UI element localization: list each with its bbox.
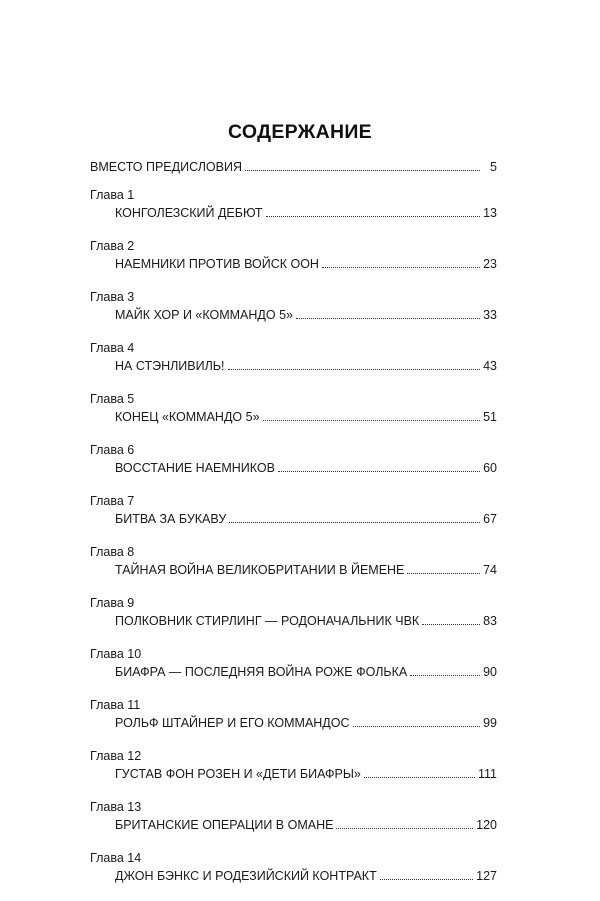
toc-entry-page: 51	[483, 410, 497, 424]
chapter-label: Глава 1	[90, 188, 135, 202]
table-of-contents	[90, 158, 497, 901]
chapter-title-line	[90, 306, 497, 325]
toc-entry-title: БРИТАНСКИЕ ОПЕРАЦИИ В ОМАНЕ	[115, 818, 334, 832]
toc-entry-title: ДЖОН БЭНКС И РОДЕЗИЙСКИЙ КОНТРАКТ	[115, 869, 377, 883]
chapter-label: Глава 6	[90, 443, 135, 457]
dot-leader	[410, 675, 480, 676]
dot-leader	[278, 471, 480, 472]
toc-chapter-entry	[90, 187, 497, 223]
chapter-title-line	[90, 765, 497, 784]
dot-leader	[380, 879, 473, 880]
toc-entry-page: 83	[483, 614, 497, 628]
toc-entry-page: 67	[483, 512, 497, 526]
toc-chapter-entry	[90, 850, 497, 886]
chapter-label: Глава 9	[90, 596, 135, 610]
chapter-label: Глава 5	[90, 392, 135, 406]
toc-entry-title: КОНГОЛЕЗСКИЙ ДЕБЮТ	[115, 206, 263, 220]
toc-entry-page: 23	[483, 257, 497, 271]
dot-leader	[296, 318, 480, 319]
toc-chapter-entry	[90, 238, 497, 274]
chapter-label: Глава 3	[90, 290, 135, 304]
toc-entry-title: БИАФРА — ПОСЛЕДНЯЯ ВОЙНА РОЖЕ ФОЛЬКА	[115, 665, 408, 679]
chapter-title-line	[90, 357, 497, 376]
toc-chapter-entry	[90, 493, 497, 529]
toc-chapter-entry	[90, 595, 497, 631]
toc-entry-title: МАЙК ХОР И «КОММАНДО 5»	[115, 308, 293, 322]
toc-entry-page: 33	[483, 308, 497, 322]
dot-leader	[422, 624, 480, 625]
chapter-title-line	[90, 612, 497, 631]
chapter-label: Глава 13	[90, 800, 142, 814]
chapter-title-line	[90, 204, 497, 223]
dot-leader	[228, 369, 481, 370]
toc-entry-page: 60	[483, 461, 497, 475]
toc-entry-page: 127	[476, 869, 497, 883]
toc-heading: СОДЕРЖАНИЕ	[228, 121, 372, 143]
toc-entry-title: ПОЛКОВНИК СТИРЛИНГ — РОДОНАЧАЛЬНИК ЧВК	[115, 614, 420, 628]
toc-chapter-entry	[90, 340, 497, 376]
chapter-label: Глава 12	[90, 749, 142, 763]
toc-chapter-entry	[90, 442, 497, 478]
chapter-title-line	[90, 510, 497, 529]
chapter-title-line	[90, 663, 497, 682]
chapter-title-line	[90, 867, 497, 886]
dot-leader	[407, 573, 480, 574]
toc-entry-title: БИТВА ЗА БУКАВУ	[115, 512, 227, 526]
toc-entry-page: 90	[483, 665, 497, 679]
chapter-label: Глава 10	[90, 647, 142, 661]
toc-entry-title: РОЛЬФ ШТАЙНЕР И ЕГО КОММАНДОС	[115, 716, 350, 730]
toc-entry-page: 120	[476, 818, 497, 832]
toc-chapter-entry	[90, 748, 497, 784]
toc-entry-page: 13	[483, 206, 497, 220]
toc-preface-entry	[90, 158, 497, 177]
dot-leader	[245, 170, 480, 171]
toc-chapter-entry	[90, 544, 497, 580]
chapter-label: Глава 2	[90, 239, 135, 253]
toc-chapter-entry	[90, 799, 497, 835]
toc-entry-title: КОНЕЦ «КОММАНДО 5»	[115, 410, 260, 424]
dot-leader	[266, 216, 480, 217]
toc-chapter-entry	[90, 289, 497, 325]
toc-entry-page: 43	[483, 359, 497, 373]
toc-entry-title: НА СТЭНЛИВИЛЬ!	[115, 359, 225, 373]
dot-leader	[322, 267, 480, 268]
chapter-title-line	[90, 561, 497, 580]
chapter-label: Глава 11	[90, 698, 141, 712]
toc-entry-title: НАЕМНИКИ ПРОТИВ ВОЙСК ООН	[115, 257, 319, 271]
toc-entry-title: ТАЙНАЯ ВОЙНА ВЕЛИКОБРИТАНИИ В ЙЕМЕНЕ	[115, 563, 405, 577]
toc-chapter-list	[90, 187, 497, 886]
chapter-title-line	[90, 459, 497, 478]
toc-entry-page: 111	[477, 767, 497, 781]
toc-entry-page: 5	[490, 160, 497, 174]
chapter-title-line	[90, 255, 497, 274]
toc-chapter-entry	[90, 391, 497, 427]
chapter-title-line	[90, 408, 497, 427]
chapter-label: Глава 14	[90, 851, 142, 865]
toc-chapter-entry	[90, 697, 497, 733]
toc-entry-title: ГУСТАВ ФОН РОЗЕН И «ДЕТИ БИАФРЫ»	[115, 767, 361, 781]
chapter-label: Глава 7	[90, 494, 135, 508]
chapter-label: Глава 4	[90, 341, 135, 355]
toc-entry-page: 74	[483, 563, 497, 577]
chapter-title-line	[90, 816, 497, 835]
toc-entry-page: 99	[483, 716, 497, 730]
dot-leader	[263, 420, 480, 421]
toc-chapter-entry	[90, 646, 497, 682]
dot-leader	[229, 522, 480, 523]
toc-entry-title: ВОССТАНИЕ НАЕМНИКОВ	[115, 461, 275, 475]
dot-leader	[353, 726, 480, 727]
chapter-label: Глава 8	[90, 545, 135, 559]
dot-leader	[336, 828, 473, 829]
chapter-title-line	[90, 714, 497, 733]
toc-entry-title: ВМЕСТО ПРЕДИСЛОВИЯ	[90, 160, 242, 174]
dot-leader	[364, 777, 475, 778]
